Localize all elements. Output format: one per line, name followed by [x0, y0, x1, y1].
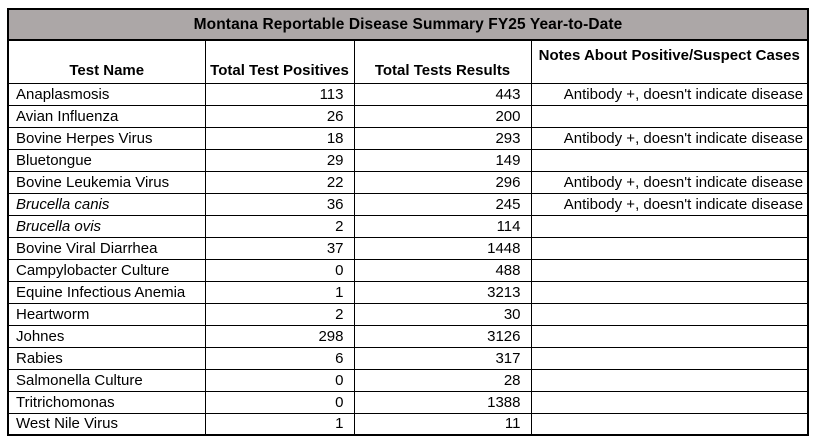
- total-test-positives-cell: 37: [205, 237, 354, 259]
- total-tests-results-cell: 30: [354, 303, 531, 325]
- table-row: [8, 325, 808, 347]
- test-name-cell: Campylobacter Culture: [8, 259, 205, 281]
- notes-cell: [531, 105, 808, 127]
- table-row: [8, 105, 808, 127]
- table-row: [8, 347, 808, 369]
- total-test-positives-cell: 2: [205, 303, 354, 325]
- total-tests-results-cell: 293: [354, 127, 531, 149]
- total-tests-results-cell: 488: [354, 259, 531, 281]
- total-test-positives-cell: 0: [205, 369, 354, 391]
- column-header-total-test-positives: Total Test Positives: [205, 40, 354, 83]
- total-test-positives-cell: 18: [205, 127, 354, 149]
- table-row: [8, 127, 808, 149]
- column-header-row: [8, 40, 808, 83]
- table-row: [8, 369, 808, 391]
- total-tests-results-cell: 114: [354, 215, 531, 237]
- notes-cell: [531, 237, 808, 259]
- notes-cell: Antibody +, doesn't indicate disease: [531, 83, 808, 105]
- test-name-cell: Brucella canis: [8, 193, 205, 215]
- notes-cell: [531, 391, 808, 413]
- table-row: [8, 413, 808, 435]
- test-name-cell: Salmonella Culture: [8, 369, 205, 391]
- table-row: [8, 171, 808, 193]
- table-row: [8, 215, 808, 237]
- notes-cell: [531, 215, 808, 237]
- test-name-cell: Johnes: [8, 325, 205, 347]
- notes-cell: [531, 369, 808, 391]
- column-header-total-tests-results: Total Tests Results: [354, 40, 531, 83]
- column-header-test-name: Test Name: [8, 40, 205, 83]
- table-row: [8, 281, 808, 303]
- test-name-cell: Anaplasmosis: [8, 83, 205, 105]
- table-row: [8, 83, 808, 105]
- total-tests-results-cell: 28: [354, 369, 531, 391]
- test-name-cell: Bovine Viral Diarrhea: [8, 237, 205, 259]
- total-test-positives-cell: 298: [205, 325, 354, 347]
- total-tests-results-cell: 317: [354, 347, 531, 369]
- table-row: [8, 237, 808, 259]
- test-name-cell: Heartworm: [8, 303, 205, 325]
- notes-cell: [531, 413, 808, 435]
- total-test-positives-cell: 29: [205, 149, 354, 171]
- total-test-positives-cell: 113: [205, 83, 354, 105]
- total-tests-results-cell: 1388: [354, 391, 531, 413]
- notes-cell: [531, 303, 808, 325]
- notes-cell: Antibody +, doesn't indicate disease: [531, 193, 808, 215]
- test-name-cell: Brucella ovis: [8, 215, 205, 237]
- total-test-positives-cell: 6: [205, 347, 354, 369]
- total-test-positives-cell: 0: [205, 391, 354, 413]
- total-tests-results-cell: 443: [354, 83, 531, 105]
- total-tests-results-cell: 11: [354, 413, 531, 435]
- test-name-cell: Avian Influenza: [8, 105, 205, 127]
- column-header-notes: Notes About Positive/Suspect Cases: [531, 40, 808, 83]
- table-row: [8, 193, 808, 215]
- total-test-positives-cell: 2: [205, 215, 354, 237]
- test-name-cell: Tritrichomonas: [8, 391, 205, 413]
- total-tests-results-cell: 200: [354, 105, 531, 127]
- total-tests-results-cell: 3213: [354, 281, 531, 303]
- total-test-positives-cell: 1: [205, 281, 354, 303]
- total-test-positives-cell: 1: [205, 413, 354, 435]
- total-tests-results-cell: 149: [354, 149, 531, 171]
- total-tests-results-cell: 296: [354, 171, 531, 193]
- total-test-positives-cell: 22: [205, 171, 354, 193]
- total-test-positives-cell: 26: [205, 105, 354, 127]
- notes-cell: Antibody +, doesn't indicate disease: [531, 171, 808, 193]
- title-row: [8, 9, 808, 40]
- test-name-cell: Bluetongue: [8, 149, 205, 171]
- notes-cell: [531, 281, 808, 303]
- notes-cell: [531, 347, 808, 369]
- total-tests-results-cell: 245: [354, 193, 531, 215]
- test-name-cell: Bovine Leukemia Virus: [8, 171, 205, 193]
- total-test-positives-cell: 0: [205, 259, 354, 281]
- total-tests-results-cell: 1448: [354, 237, 531, 259]
- notes-cell: [531, 325, 808, 347]
- notes-cell: Antibody +, doesn't indicate disease: [531, 127, 808, 149]
- test-name-cell: Rabies: [8, 347, 205, 369]
- test-name-cell: Equine Infectious Anemia: [8, 281, 205, 303]
- table-row: [8, 391, 808, 413]
- test-name-cell: Bovine Herpes Virus: [8, 127, 205, 149]
- total-tests-results-cell: 3126: [354, 325, 531, 347]
- disease-summary-table: [7, 8, 809, 436]
- notes-cell: [531, 149, 808, 171]
- total-test-positives-cell: 36: [205, 193, 354, 215]
- table-row: [8, 303, 808, 325]
- notes-cell: [531, 259, 808, 281]
- table-body: [8, 83, 808, 435]
- table-title: Montana Reportable Disease Summary FY25 Year-to-Date: [8, 9, 808, 40]
- test-name-cell: West Nile Virus: [8, 413, 205, 435]
- table-row: [8, 259, 808, 281]
- table-row: [8, 149, 808, 171]
